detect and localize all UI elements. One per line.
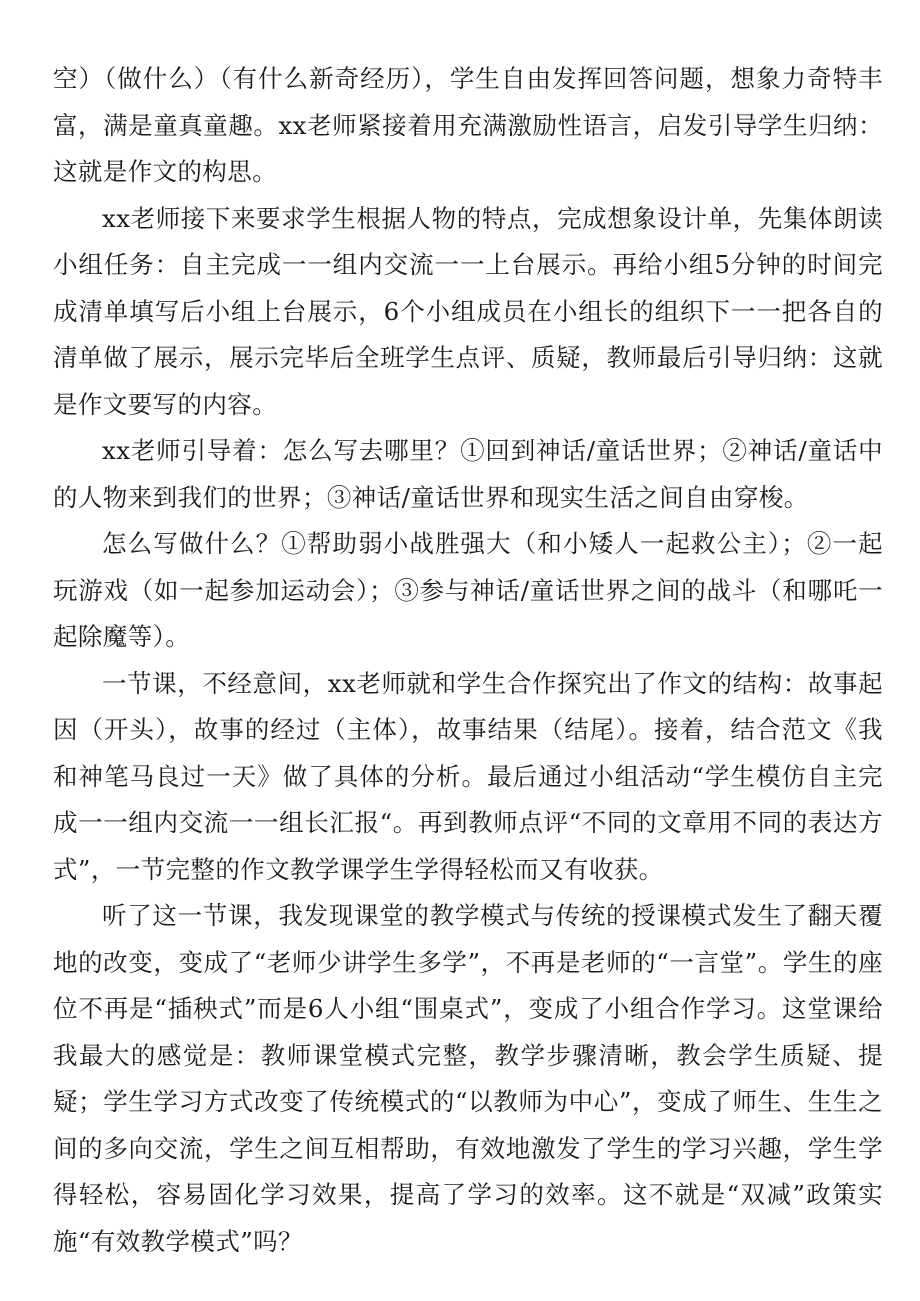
paragraph-reflection: 听了这一节课，我发现课堂的教学模式与传统的授课模式发生了翻天覆地的改变，变成了“老师少讲学生多学”，不再是老师的“一言堂”。学生的座位不再是“插秧式”而是6人小组“围桌式”，变成了小组合作学习。这堂课给我最大的感觉是：教师课堂模式完整，教学步骤清晰，教会学生质疑、提疑；学生学习方式改变了传统模式的“以教师为中心”，变成了师生、生生之间的多向交流，学生之间互相帮助，有效地激发了学生的学习兴趣，学生学得轻松，容易固化学习效果，提高了学习的效率。这不就是“双减”政策实施“有效教学模式”吗？ xyxy=(53,901,883,1256)
document-body xyxy=(53,56,883,1265)
paragraph-structure: 一节课，不经意间，xx老师就和学生合作探究出了作文的结构：故事起因（开头），故事的经过（主体），故事结果（结尾）。接着，结合范文《我和神笔马良过一天》做了具体的分析。最后通过小组活动“学生模仿自主完成一一组内交流一一组长汇报“。再到教师点评“不同的文章用不同的表达方式”，一节完整的作文教学课学生学得轻松而又有收获。 xyxy=(53,668,883,884)
paragraph-design-sheet: xx老师接下来要求学生根据人物的特点，完成想象设计单，先集体朗读小组任务：自主完成一一组内交流一一上台展示。再给小组5分钟的时间完成清单填写后小组上台展示，6个小组成员在小组长的组织下一一把各自的清单做了展示，展示完毕后全班学生点评、质疑，教师最后引导归纳：这就是作文要写的内容。 xyxy=(53,203,883,419)
paragraph-continued: 空）（做什么）（有什么新奇经历），学生自由发挥回答问题，想象力奇特丰富，满是童真童趣。xx老师紧接着用充满激励性语言，启发引导学生归纳：这就是作文的构思。 xyxy=(53,64,883,186)
paragraph-where-to-go: xx老师引导着：怎么写去哪里？①回到神话/童话世界；②神话/童话中的人物来到我们的世界；③神话/童话世界和现实生活之间自由穿梭。 xyxy=(53,436,883,512)
paragraph-what-to-do: 怎么写做什么？①帮助弱小战胜强大（和小矮人一起救公主）；②一起玩游戏（如一起参加运动会）；③参与神话/童话世界之间的战斗（和哪吒一起除魔等）。 xyxy=(53,529,883,651)
